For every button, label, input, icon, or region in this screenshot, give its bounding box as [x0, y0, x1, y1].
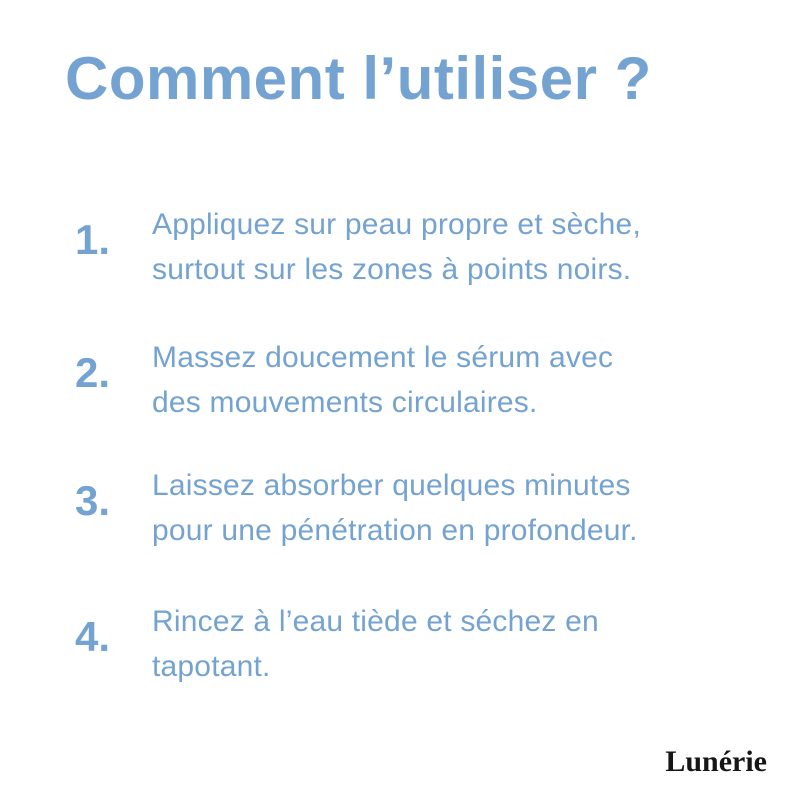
- step-1-line-2: surtout sur les zones à points noirs.: [152, 253, 632, 286]
- step-4-line-2: tapotant.: [152, 650, 271, 683]
- step-4-line-1: Rincez à l’eau tiède et séchez en: [152, 605, 599, 638]
- page-title: Comment l’utiliser ?: [65, 45, 652, 112]
- step-3-number: 3.: [74, 477, 110, 524]
- step-2: [65, 335, 745, 425]
- step-3: [65, 463, 745, 553]
- step-3-text: [152, 463, 638, 553]
- step-1-line-1: Appliquez sur peau propre et sèche,: [152, 208, 641, 241]
- step-1: [65, 202, 745, 292]
- step-4: [65, 599, 745, 689]
- step-2-text: [152, 335, 613, 425]
- step-4-text: [152, 599, 599, 689]
- step-2-number: 2.: [74, 349, 110, 396]
- step-1-text: [152, 202, 641, 292]
- step-3-line-1: Laissez absorber quelques minutes: [152, 469, 631, 502]
- step-4-number: 4.: [74, 613, 110, 660]
- step-1-number: 1.: [74, 216, 110, 263]
- step-3-line-2: pour une pénétration en profondeur.: [152, 514, 638, 547]
- step-2-line-1: Massez doucement le sérum avec: [152, 341, 614, 374]
- step-2-line-2: des mouvements circulaires.: [152, 386, 538, 419]
- brand-logo: Lunérie: [665, 745, 767, 778]
